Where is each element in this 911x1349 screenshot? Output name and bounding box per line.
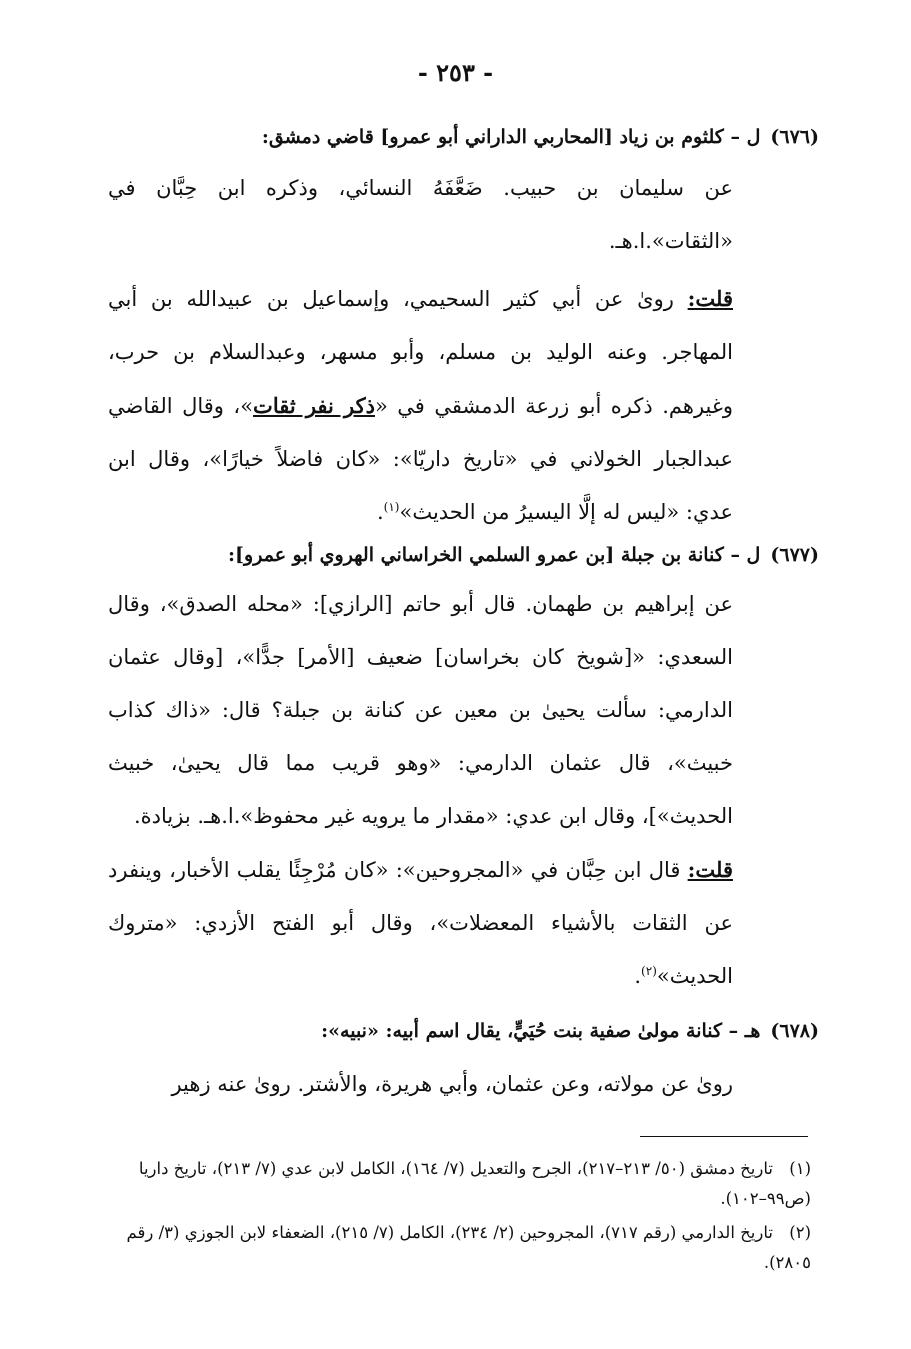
entry-title: ل – كلثوم بن زياد [المحاربي الداراني أبو عمرو] قاضي دمشق:: [261, 126, 761, 148]
entry-body-676: [108, 162, 733, 539]
underlined-title: ذكر نفر ثقات: [253, 393, 375, 418]
entry-heading-678: [108, 1016, 819, 1046]
entry-number: (٦٧٨): [770, 1020, 819, 1042]
entry-body-677: [108, 578, 733, 1003]
qult-label: قلت:: [687, 857, 733, 882]
entry-number: (٦٧٦): [770, 126, 819, 148]
page-number: - ٢٥٣ -: [417, 58, 494, 87]
entry-title: ل – كنانة بن جبلة [بن عمرو السلمي الخراساني الهروي أبو عمرو]:: [228, 544, 761, 566]
entry-paragraph: عن إبراهيم بن طهمان. قال أبو حاتم [الرازي]: «محله الصدق»، وقال السعدي: «[شويخ كان بخراسان] ضعيف [الأمر] جدًّا»، [وقال عثمان الدارمي: سألت يحيىٰ بن معين عن كنانة بن جبلة؟ قال: «ذاك كذاب خبيث»، قال عثمان الدارمي: «وهو قريب مما قال يحيىٰ، خبيث الحديث»]، وقال ابن عدي: «مقدار ما يرويه غير محفوظ».ا.هـ. بزيادة.: [108, 592, 733, 828]
entry-number: (٦٧٧): [770, 544, 819, 566]
entry-paragraph: عن سليمان بن حبيب. ضَعَّفَهُ النسائي، وذكره ابن حِبَّان في «الثقات».ا.هـ.: [108, 176, 733, 253]
footnote-ref: (٢): [641, 964, 657, 978]
footnote-text: تاريخ دمشق (٥٠/ ٢١٣–٢١٧)، الجرح والتعديل (٧/ ١٦٤)، الكامل لابن عدي (٧/ ٢١٣)، تاريخ داريا (ص٩٩–١٠٢).: [138, 1159, 811, 1208]
entry-paragraph: قلت: قال ابن حِبَّان في «المجروحين»: «كان مُرْجِئًا يقلب الأخبار، وينفرد عن الثقات بالأشياء المعضلات»، وقال أبو الفتح الأزدي: «متروك الحديث»$^{(٢)}$.: [108, 857, 733, 988]
footnote-ref: (١): [383, 500, 400, 514]
footnote-number: (١): [789, 1159, 811, 1178]
entry-paragraph: قلت: روىٰ عن أبي كثير السحيمي، وإسماعيل بن عبيدالله بن أبي المهاجر. وعنه الوليد بن مسلم، وأبو مسهر، وعبدالسلام بن حرب، وغيرهم. ذكره أبو زرعة الدمشقي في «ذكر نفر ثقات»، وقال القاضي عبدالجبار الخولاني في «تاريخ داريّا»: «كان فاضلاً خيارًا»، وقال ابن عدي: «ليس له إلَّا اليسيرُ من الحديث»$^{(١)}$.: [108, 286, 734, 524]
qult-label: قلت:: [687, 286, 733, 311]
entry-title: هـ – كنانة مولىٰ صفية بنت حُيَيٍّ، يقال اسم أبيه: «نبيه»:: [321, 1020, 761, 1042]
footnote-2: [108, 1218, 811, 1278]
entry-paragraph: روىٰ عن مولاته، وعن عثمان، وأبي هريرة، والأشتر. روىٰ عنه زهير: [171, 1072, 733, 1096]
footnote-number: (٢): [789, 1223, 811, 1242]
entry-heading-677: [108, 540, 819, 570]
footnote-1: [108, 1154, 811, 1214]
entry-body-678: [108, 1058, 733, 1111]
footnote-divider: [640, 1136, 808, 1137]
footnote-text: تاريخ الدارمي (رقم ٧١٧)، المجروحين (٢/ ٢٣٤)، الكامل (٧/ ٢١٥)، الضعفاء لابن الجوزي (٣/ رقم ٢٨٠٥).: [126, 1223, 811, 1272]
entry-heading-676: [108, 122, 819, 152]
